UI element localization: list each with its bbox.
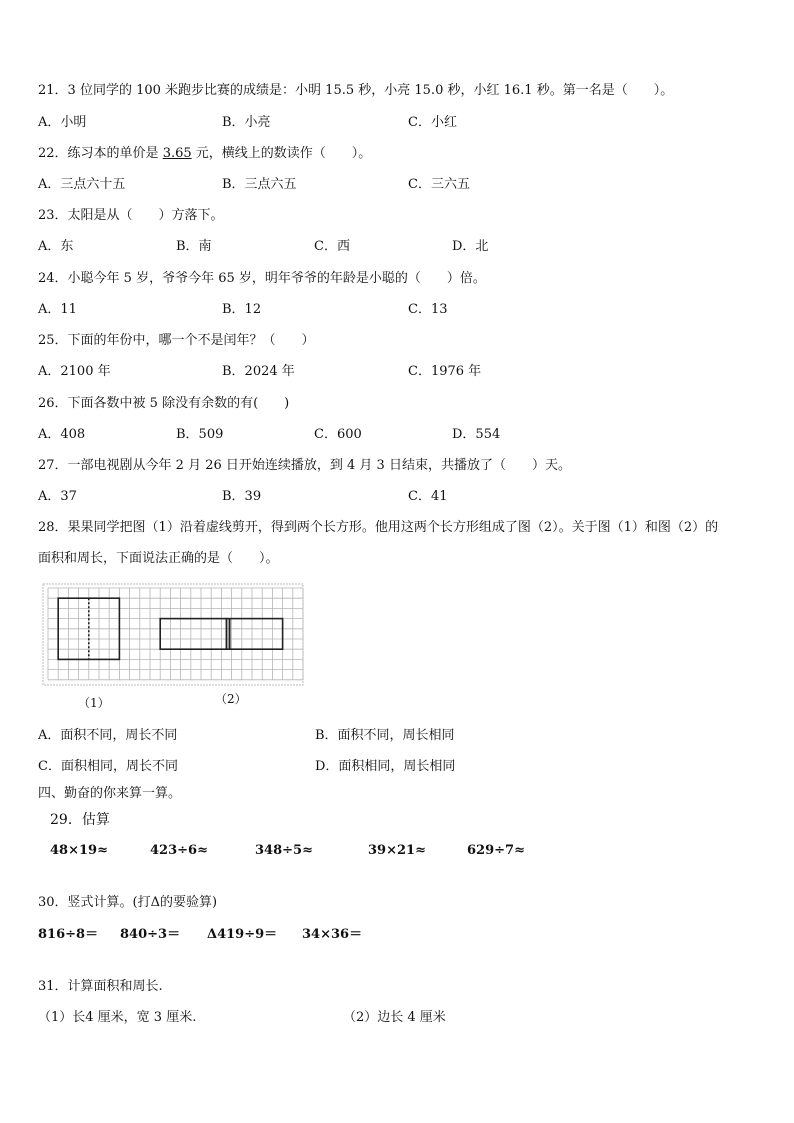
- underlined-number: 3.65: [162, 146, 192, 161]
- q29-item[interactable]: 39×21≈: [368, 843, 426, 858]
- q23-option-b[interactable]: B．南: [176, 239, 212, 254]
- q22-stem: 22．练习本的单价是 3.65 元，横线上的数读作（ ）。: [38, 146, 372, 161]
- q27-option-c[interactable]: C．41: [408, 489, 448, 504]
- q29-item[interactable]: 629÷7≈: [467, 843, 525, 858]
- q24-option-c[interactable]: C．13: [408, 302, 448, 317]
- q25-option-c[interactable]: C．1976 年: [408, 364, 482, 379]
- q21-option-b[interactable]: B．小亮: [222, 115, 271, 130]
- q30-item[interactable]: 34×36＝: [302, 927, 363, 942]
- q22-option-a[interactable]: A．三点六十五: [38, 177, 126, 192]
- figure-2-rect-right: [227, 619, 283, 650]
- q29-item[interactable]: 348÷5≈: [255, 843, 313, 858]
- q21-stem: 21．3 位同学的 100 米跑步比赛的成绩是：小明 15.5 秒，小亮 15.0 秒，小红 16.1 秒。第一名是（ ）。: [38, 83, 674, 98]
- q31-part-1: （1）长4 厘米，宽 3 厘米.: [38, 1010, 197, 1025]
- q29-item[interactable]: 48×19≈: [50, 843, 108, 858]
- q24-stem: 24．小聪今年 5 岁，爷爷今年 65 岁，明年爷爷的年龄是小聪的（ ）倍。: [38, 271, 486, 286]
- figure-1-label: （1）: [78, 696, 110, 710]
- grid-figure-svg: [42, 583, 304, 686]
- q25-option-b[interactable]: B．2024 年: [222, 364, 295, 379]
- q28-option-c[interactable]: C．面积相同，周长不同: [38, 759, 178, 774]
- q23-option-a[interactable]: A．东: [38, 239, 74, 254]
- q28-option-a[interactable]: A．面积不同，周长不同: [38, 728, 178, 743]
- q30-item[interactable]: 840÷3＝: [120, 927, 181, 942]
- grid-figure: [42, 583, 304, 686]
- q22-option-b[interactable]: B．三点六五: [222, 177, 297, 192]
- q25-stem: 25．下面的年份中，哪一个不是闰年？（ ）: [38, 333, 315, 348]
- q26-option-a[interactable]: A．408: [38, 427, 86, 442]
- q28-option-d[interactable]: D．面积相同，周长相同: [315, 759, 456, 774]
- q26-option-d[interactable]: D．554: [452, 427, 501, 442]
- q26-option-c[interactable]: C．600: [314, 427, 362, 442]
- q30-item[interactable]: Δ419÷9＝: [207, 927, 278, 942]
- q30-item[interactable]: 816÷8＝: [38, 927, 99, 942]
- q31-title: 31．计算面积和周长.: [38, 979, 163, 994]
- section-heading: 四、勤奋的你来算一算。: [38, 786, 182, 801]
- q27-option-b[interactable]: B．39: [222, 489, 262, 504]
- q21-option-a[interactable]: A．小明: [38, 115, 87, 130]
- q23-stem: 23．太阳是从（ ）方落下。: [38, 208, 224, 223]
- q29-title: 29．估算: [50, 812, 110, 828]
- q27-option-a[interactable]: A．37: [38, 489, 77, 504]
- q23-option-c[interactable]: C．西: [314, 239, 350, 254]
- figure-2-label: （2）: [215, 692, 247, 706]
- q28-stem-line1: 28．果果同学把图（1）沿着虚线剪开，得到两个长方形。他用这两个长方形组成了图（2）。关于图（1）和图（2）的: [38, 520, 719, 535]
- q21-option-c[interactable]: C．小红: [408, 115, 457, 130]
- q25-option-a[interactable]: A．2100 年: [38, 364, 111, 379]
- q24-option-b[interactable]: B．12: [222, 302, 262, 317]
- q26-option-b[interactable]: B．509: [176, 427, 224, 442]
- q28-option-b[interactable]: B．面积不同，周长相同: [315, 728, 455, 743]
- q24-option-a[interactable]: A．11: [38, 302, 77, 317]
- q30-title: 30．竖式计算。(打Δ的要验算): [38, 895, 218, 910]
- q27-stem: 27．一部电视剧从今年 2 月 26 日开始连续播放，到 4 月 3 日结束，共播放了（ ）天。: [38, 458, 571, 473]
- q31-part-2: （2）边长 4 厘米: [343, 1010, 446, 1025]
- q29-item[interactable]: 423÷6≈: [150, 843, 208, 858]
- q22-option-c[interactable]: C．三六五: [408, 177, 470, 192]
- q28-stem-line2: 面积和周长，下面说法正确的是（ ）。: [38, 551, 279, 566]
- q26-stem: 26．下面各数中被 5 除没有余数的有( ): [38, 396, 290, 411]
- q23-option-d[interactable]: D．北: [452, 239, 489, 254]
